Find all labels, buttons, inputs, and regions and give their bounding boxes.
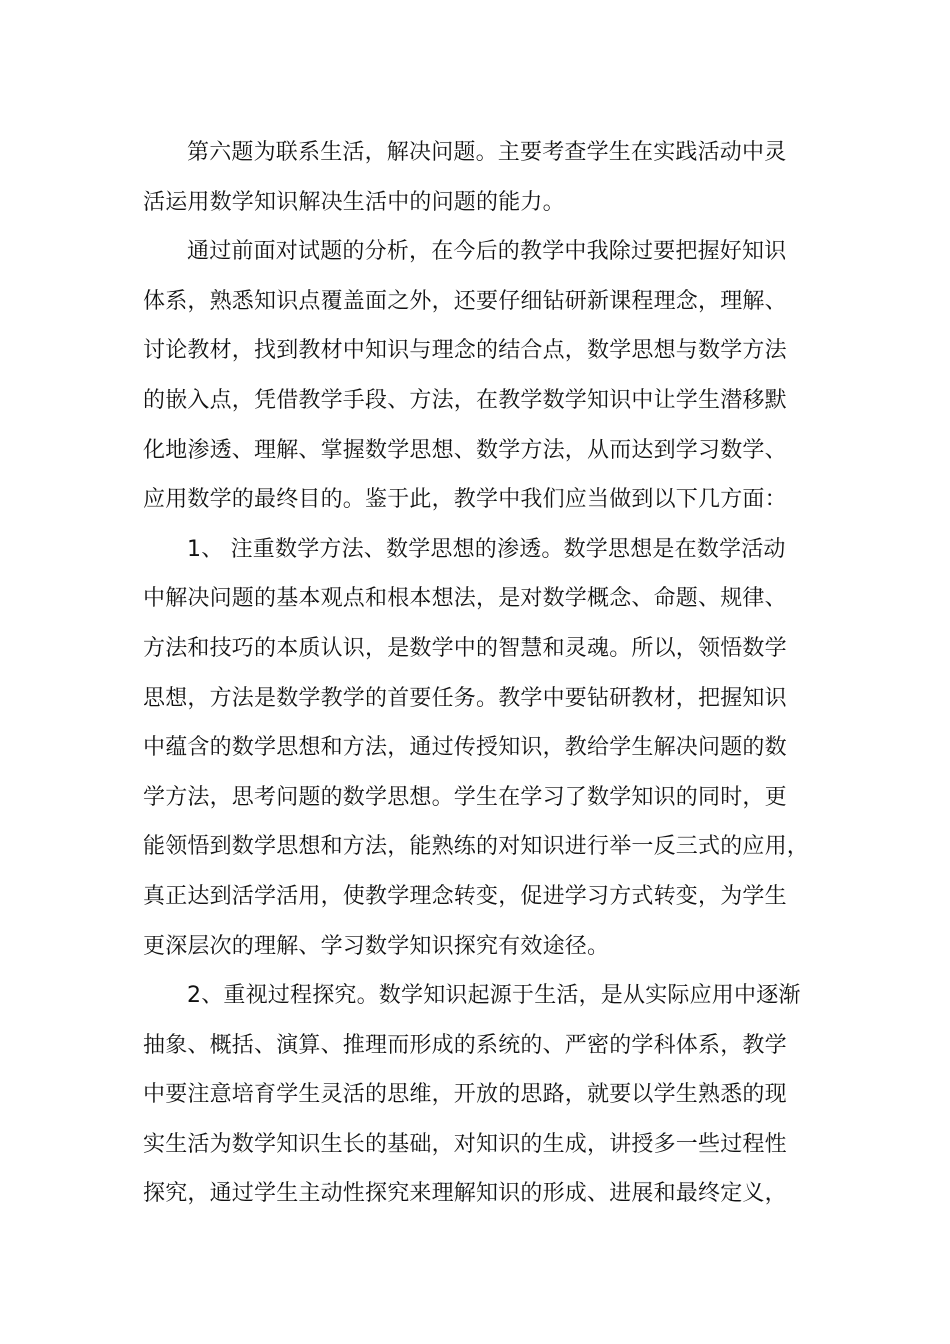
text-line: 思想，方法是数学教学的首要任务。教学中要钻研教材，把握知识	[143, 685, 787, 711]
text-line: 2、重视过程探究。数学知识起源于生活，是从实际应用中逐渐	[187, 983, 801, 1009]
text-line: 更深层次的理解、学习数学知识探究有效途径。	[143, 933, 610, 959]
text-line: 中解决问题的基本观点和根本想法，是对数学概念、命题、规律、	[143, 586, 787, 612]
text-line: 1、 注重数学方法、数学思想的渗透。数学思想是在数学活动	[187, 536, 786, 562]
text-line: 第六题为联系生活，解决问题。主要考查学生在实践活动中灵	[187, 140, 787, 165]
document-body	[143, 128, 810, 1219]
text-line: 化地渗透、理解、掌握数学思想、数学方法，从而达到学习数学、	[143, 437, 787, 463]
text-line: 活运用数学知识解决生活中的问题的能力。	[143, 189, 565, 215]
text-line: 探究，通过学生主动性探究来理解知识的形成、进展和最终定义，	[143, 1181, 787, 1207]
text-line: 讨论教材，找到教材中知识与理念的结合点，数学思想与数学方法	[143, 338, 787, 364]
text-line: 方法和技巧的本质认识，是数学中的智慧和灵魂。所以，领悟数学	[143, 635, 787, 661]
text-line: 应用数学的最终目的。鉴于此，教学中我们应当做到以下几方面：	[143, 487, 787, 513]
text-line: 实生活为数学知识生长的基础，对知识的生成，讲授多一些过程性	[143, 1131, 787, 1157]
text-line: 中要注意培育学生灵活的思维，开放的思路，就要以学生熟悉的现	[143, 1082, 787, 1108]
text-line: 体系，熟悉知识点覆盖面之外，还要仔细钻研新课程理念，理解、	[143, 288, 787, 314]
text-line: 通过前面对试题的分析，在今后的教学中我除过要把握好知识	[187, 239, 787, 265]
text-line: 学方法，思考问题的数学思想。学生在学习了数学知识的同时，更	[143, 784, 787, 810]
text-line: 真正达到活学活用，使教学理念转变，促进学习方式转变，为学生	[143, 883, 787, 909]
text-line: 能领悟到数学思想和方法，能熟练的对知识进行举一反三式的应用，	[143, 834, 810, 860]
text-line: 抽象、概括、演算、推理而形成的系统的、严密的学科体系，教学	[143, 1032, 787, 1058]
paragraph-3	[143, 525, 810, 971]
paragraph-4	[143, 971, 807, 1219]
paragraph-2	[143, 227, 807, 525]
text-line: 的嵌入点，凭借教学手段、方法，在教学数学知识中让学生潜移默	[143, 387, 787, 413]
text-line: 中蕴含的数学思想和方法，通过传授知识，教给学生解决问题的数	[143, 735, 787, 761]
paragraph-1	[143, 128, 807, 227]
